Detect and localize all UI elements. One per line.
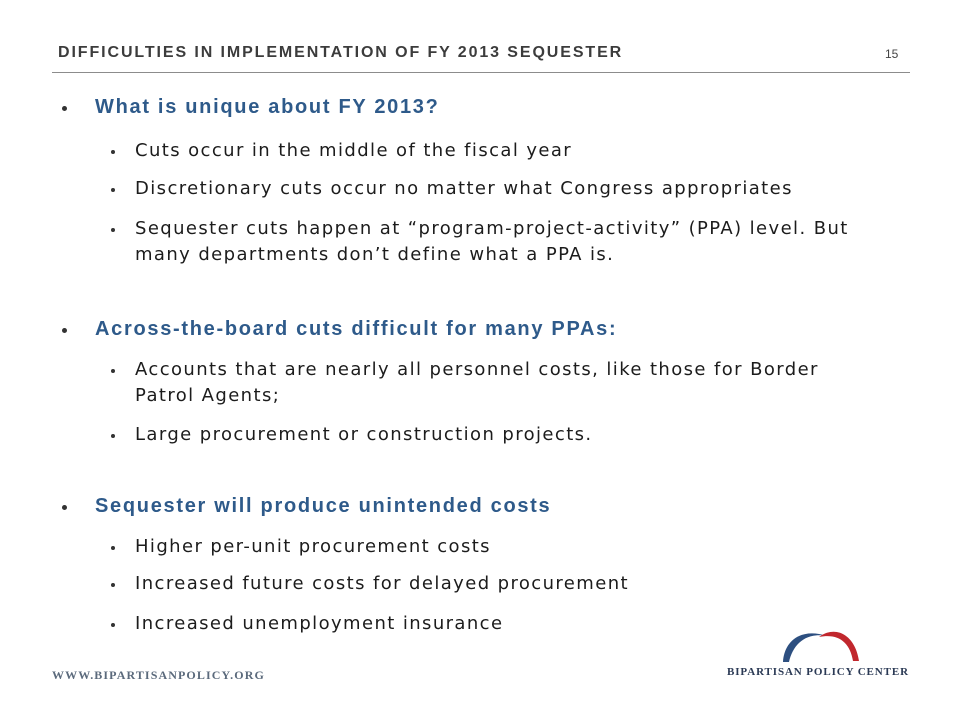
bullet-icon bbox=[62, 328, 67, 333]
bullet-icon bbox=[111, 150, 115, 154]
list-item-text: Increased future costs for delayed procurement bbox=[135, 573, 629, 594]
list-item-text: Cuts occur in the middle of the fiscal year bbox=[135, 140, 573, 161]
list-item bbox=[135, 534, 870, 560]
bullet-icon bbox=[62, 106, 67, 111]
bullet-icon bbox=[111, 583, 115, 587]
slide-title: DIFFICULTIES IN IMPLEMENTATION OF FY 2013 SEQUESTER bbox=[58, 44, 624, 61]
list-item bbox=[135, 138, 870, 164]
list-item bbox=[135, 611, 870, 637]
list-item bbox=[135, 216, 870, 268]
page-number: 15 bbox=[885, 47, 899, 61]
bullet-icon bbox=[111, 188, 115, 192]
bullet-icon bbox=[111, 546, 115, 550]
section-heading-unintended-costs bbox=[95, 493, 551, 519]
list-item-text: Accounts that are nearly all personnel costs, like those for Border Patrol Agents; bbox=[135, 359, 819, 406]
logo-red-arc bbox=[819, 632, 859, 661]
bullet-icon bbox=[111, 623, 115, 627]
section-heading-text: Sequester will produce unintended costs bbox=[95, 495, 552, 517]
list-item-text: Higher per-unit procurement costs bbox=[135, 536, 491, 557]
header-divider bbox=[52, 72, 910, 73]
logo-blue-arc bbox=[783, 633, 827, 662]
list-item-text: Sequester cuts happen at “program-project-activity” (PPA) level. But many departments don’t define what a PPA is. bbox=[135, 218, 849, 265]
list-item bbox=[135, 357, 870, 409]
section-heading-text: What is unique about FY 2013? bbox=[95, 96, 440, 118]
list-item-text: Large procurement or construction projects. bbox=[135, 424, 593, 445]
logo-wordmark: BIPARTISAN POLICY CENTER bbox=[727, 666, 909, 678]
section-heading-across-the-board bbox=[95, 316, 617, 342]
list-item-text: Increased unemployment insurance bbox=[135, 613, 504, 634]
bpc-logo-icon bbox=[770, 620, 870, 666]
bullet-icon bbox=[111, 228, 115, 232]
footer-website: WWW.BIPARTISANPOLICY.ORG bbox=[52, 668, 265, 682]
list-item bbox=[135, 176, 870, 202]
list-item bbox=[135, 422, 870, 448]
bullet-icon bbox=[62, 505, 67, 510]
bullet-icon bbox=[111, 369, 115, 373]
bullet-icon bbox=[111, 434, 115, 438]
list-item bbox=[135, 571, 870, 597]
section-heading-text: Across-the-board cuts difficult for many PPAs: bbox=[95, 318, 618, 340]
list-item-text: Discretionary cuts occur no matter what Congress appropriates bbox=[135, 178, 793, 199]
section-heading-unique-fy2013 bbox=[95, 94, 440, 120]
